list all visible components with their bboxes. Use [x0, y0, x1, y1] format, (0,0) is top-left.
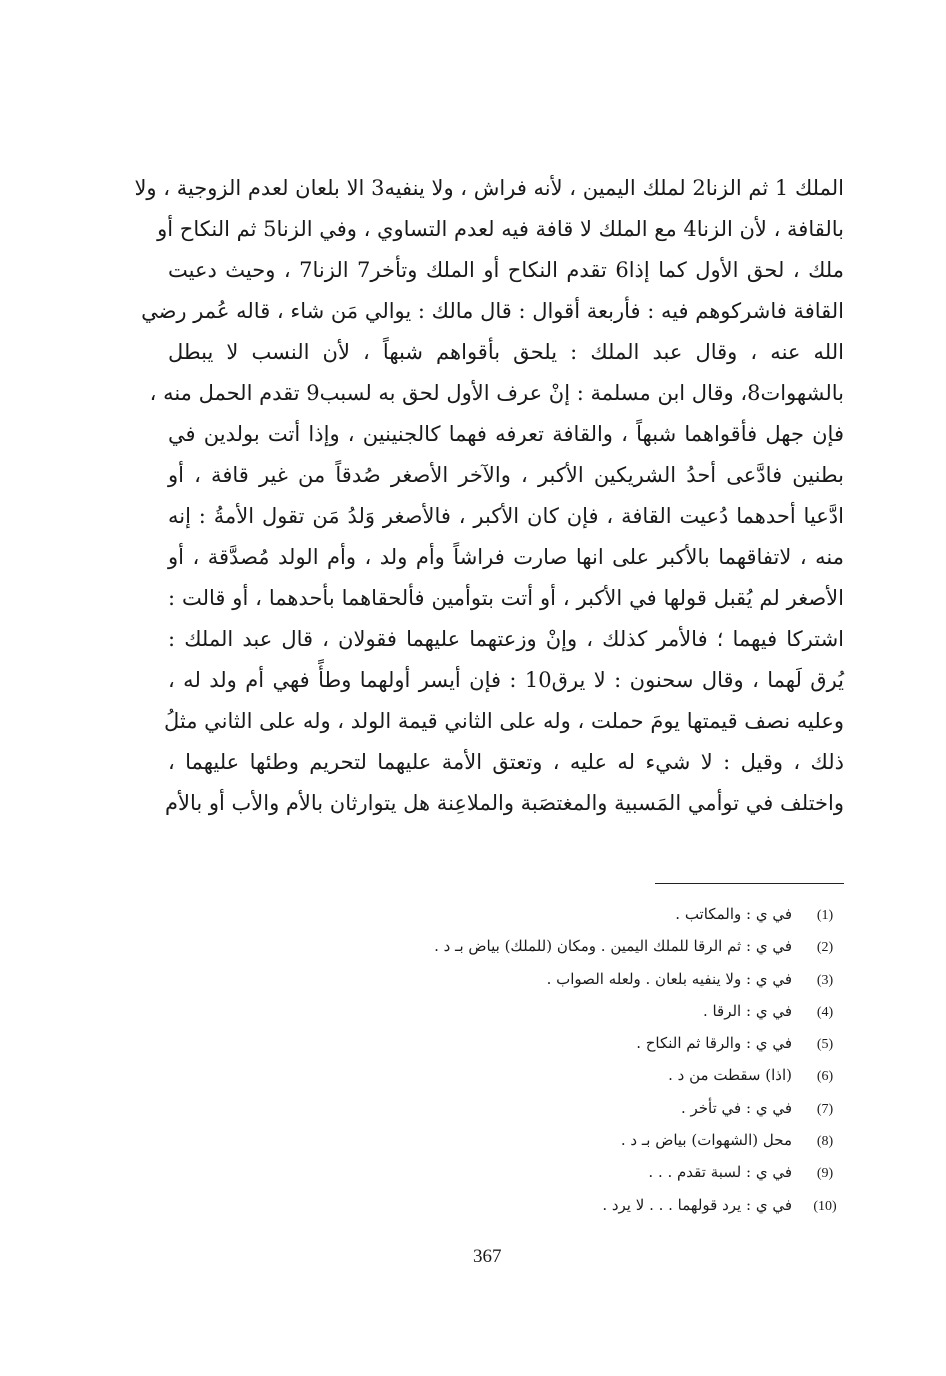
text-line: اشتركا فيهما ؛ فالأمر كذلك ، وإنْ وزعتهما عليهما فقولان ، قال عبد الملك : [168, 627, 844, 651]
footnote-text: في ي : ثم الرقا للملك اليمين . ومكان (للملك) بياض بـ د . [434, 937, 792, 956]
footnote-text: في ي : والمكاتب . [675, 905, 792, 923]
text-line: ملك ، لحق الأول كما إذا6 تقدم النكاح أو الملك وتأخر7 الزنا7 ، وحيث دعيت [168, 258, 844, 282]
text-line: واختلف في توأمي المَسبية والمغتصَبة والملاعِنة هل يتوارثان بالأم والأب أو بالأم [164, 791, 844, 815]
text-line: الملك 1 ثم الزنا2 لملك اليمين ، لأنه فراش ، ولا ينفيه3 الا بلعان لعدم الزوجية ، ولا [134, 176, 844, 200]
footnote-number: (1) [816, 908, 834, 923]
footnote [300, 1189, 844, 1221]
footnote-divider [655, 883, 844, 884]
footnotes [300, 898, 844, 1221]
text-line: الأصغر لم يُقبل قولها في الأكبر ، أو أتت بتوأمين فألحقاهما بأحدهما ، أو قالت : [168, 586, 844, 610]
footnote [300, 1059, 844, 1091]
footnote-text: في ي : في تأخر . [680, 1098, 792, 1117]
text-line: ذلك ، وقيل : لا شيء له عليه ، وتعتق الأمة عليهما لتحريم وطئها عليهما ، [168, 750, 844, 774]
text-line: وعليه نصف قيمتها يومَ حملت ، وله على الثاني قيمة الولد ، وله على الثاني مثلُ [164, 709, 844, 733]
footnote-text: في ي : يرد قولهما . . . لا يرد . [602, 1195, 792, 1214]
footnote [300, 1124, 844, 1156]
footnote [300, 1027, 844, 1059]
footnote-text: (اذا) سقطت من د . [668, 1066, 792, 1085]
footnote-text: في ي : ولا ينفيه بلعان . ولعله الصواب . [546, 969, 792, 988]
text-line: منه ، لاتفاقهما بالأكبر على انها صارت فراشاً وأم ولد ، وأم الولد مُصدَّقة ، أو [168, 545, 844, 569]
footnote-text: محل (الشهوات) بياض بـ د . [620, 1131, 792, 1150]
footnote-number: (6) [816, 1069, 834, 1085]
footnote [300, 898, 844, 930]
footnote-number: (9) [816, 1166, 834, 1182]
text-line: بطنين فادَّعى أحدُ الشريكين الأكبر ، والآخر الأصغر صُدقاً من غير قافة ، أو [168, 463, 844, 487]
footnote-number: (3) [816, 972, 834, 988]
footnote-number: (10) [813, 1198, 837, 1214]
footnote [300, 963, 844, 995]
text-line: بالقافة ، لأن الزنا4 مع الملك لا قافة فيه لعدم التساوي ، وفي الزنا5 ثم النكاح أو [157, 217, 844, 241]
footnote [300, 1156, 844, 1188]
footnote-number: (8) [816, 1134, 834, 1150]
footnote-text: في ي : والرقا ثم النكاح . [636, 1034, 792, 1053]
footnote-number: (7) [816, 1101, 834, 1117]
footnote-text: في ي : الرقا . [702, 1001, 792, 1020]
footnote-number: (5) [816, 1037, 834, 1053]
footnote-number: (4) [816, 1004, 834, 1020]
footnote [300, 1092, 844, 1124]
footnote-text: في ي : لسبة تقدم . . . [648, 1163, 792, 1182]
page-number: 367 [473, 1246, 502, 1267]
text-line: فإن جهل فأقواهما شبهاً ، والقافة تعرفه فهما كالجنينين ، وإذا أتت بولدين في [168, 422, 844, 446]
text-line: ادَّعيا أحدهما دُعيت القافة ، فإن كان الأكبر ، فالأصغر وَلدُ مَن تقول الأمةُ : إنه [168, 504, 844, 528]
footnote [300, 930, 844, 962]
main-text [134, 168, 845, 824]
text-line: بالشهوات8، وقال ابن مسلمة : إنْ عرف الأول لحق به لسبب9 تقدم الحمل منه ، [149, 381, 844, 405]
footnote [300, 995, 844, 1027]
text-line: الله عنه ، وقال عبد الملك : يلحق بأقواهم شبهاً ، لأن النسب لا يبطل [168, 340, 844, 364]
text-line: يُرق لَهما ، وقال سحنون : لا يرق10 : فإن أيسر أولهما وطأً فهي أم ولد له ، [168, 668, 845, 692]
text-line: القافة فاشركوهم فيه : فأربعة أقوال : قال مالك : يوالي مَن شاء ، قاله عُمر رضي [141, 299, 844, 323]
footnote-number: (2) [816, 940, 834, 956]
